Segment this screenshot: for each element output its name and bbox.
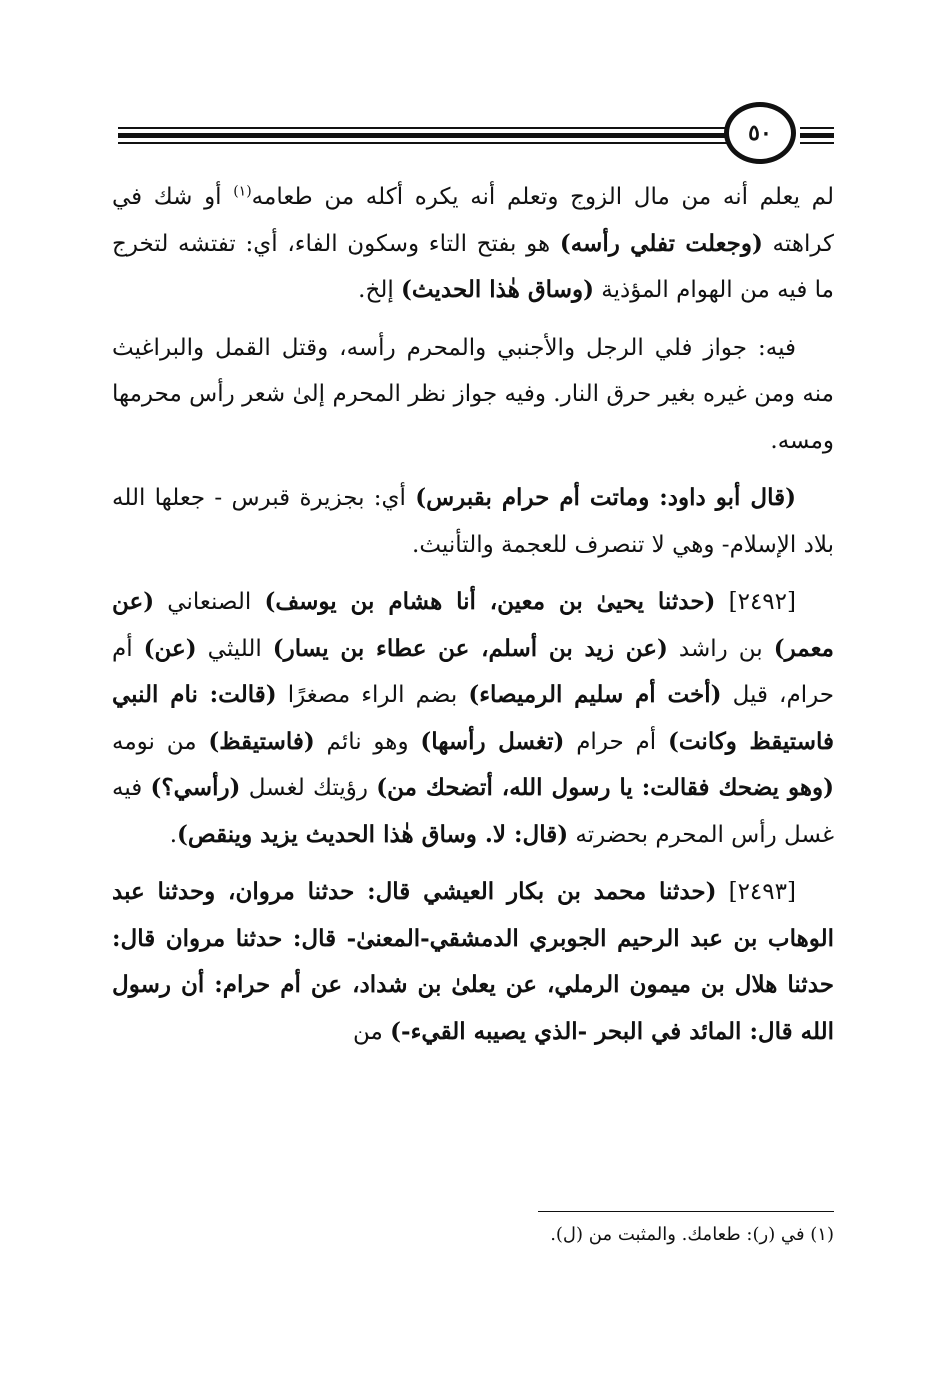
text-segment: أم حرام، قيل <box>112 635 834 708</box>
footnote: (١) في (ر): طعامك. والمثبت من (ل). <box>550 1224 834 1245</box>
page-number: ٥٠ <box>724 102 796 164</box>
text-segment: لم يعلم أنه من مال الزوج وتعلم أنه يكره أكله من طعامه <box>251 184 834 210</box>
bold-segment: (فاستيقظ) <box>208 727 315 755</box>
bold-segment: (وساق هٰذا الحديث) <box>401 276 594 303</box>
text-segment: أم حرام <box>564 728 668 755</box>
header-rule <box>800 127 834 129</box>
bold-segment: (عن معمر) <box>112 588 834 662</box>
text-segment: فيه غسل رأس المحرم بحضرته <box>112 775 834 848</box>
bold-segment: (عن زيد بن أسلم، عن عطاء بن يسار) <box>272 634 668 662</box>
text-segment: أو شك في كراهته <box>112 184 834 257</box>
bold-segment: (عن) <box>143 634 197 662</box>
bold-segment: (حدثنا يحيىٰ بن معين، أنا هشام بن يوسف) <box>264 588 716 615</box>
paragraph <box>112 325 834 465</box>
footnote-ref: (١) <box>233 183 252 200</box>
text-segment: وهو نائم <box>314 728 421 755</box>
text-segment: رؤيتك لغسل <box>240 775 377 801</box>
bold-segment: (رأسي؟) <box>150 774 241 801</box>
paragraph-gap <box>112 858 834 869</box>
footnote-divider <box>538 1211 834 1212</box>
page-header <box>118 100 834 170</box>
text-segment: الصنعاني <box>154 589 265 615</box>
bold-segment: (تغسل رأسها) <box>420 727 565 755</box>
paragraph-gap <box>112 314 834 325</box>
main-text <box>112 174 834 1055</box>
text-segment: إلخ. <box>358 277 402 303</box>
text-segment: بن راشد <box>667 635 774 662</box>
text-segment: أي: بجزيرة قبرس - جعلها الله بلاد الإسلام- وهي لا تنصرف للعجمة والتأنيث. <box>112 485 834 558</box>
text-segment: فيه: جواز فلي الرجل والأجنبي والمحرم رأسه، وقتل القمل والبراغيث منه ومن غيره بغير حرق النار. وفيه جواز نظر المحرم إلىٰ شعر رأس محرمها ومسه. <box>112 334 834 454</box>
paragraph <box>112 174 834 314</box>
text-segment: بضم الراء مصغرًا <box>276 682 469 708</box>
paragraph-gap <box>112 568 834 579</box>
bold-segment: (قالت: نام النبي فاستيقظ وكانت) <box>112 681 834 755</box>
paragraph <box>112 475 834 568</box>
text-segment: من نومه <box>112 728 209 755</box>
paragraph <box>112 579 834 858</box>
bold-segment: (قال: لا. وساق هٰذا الحديث يزيد وينقص) <box>177 820 569 848</box>
header-rule <box>118 133 730 138</box>
bold-segment: (وهو يضحك فقالت: يا رسول الله، أتضحك من) <box>376 774 834 801</box>
text-segment: [٢٤٩٣] <box>716 879 796 905</box>
text-segment: [٢٤٩٢] <box>715 589 796 615</box>
header-rule <box>118 127 730 129</box>
text-segment: الليثي <box>196 635 273 662</box>
bold-segment: (أخت أم سليم الرميصاء) <box>468 681 722 708</box>
text-segment: . <box>169 821 178 848</box>
text-segment: هو بفتح التاء وسكون الفاء، أي: تفتشه لتخرج ما فيه من الهوام المؤذية <box>112 230 834 303</box>
header-rule <box>800 133 834 138</box>
bold-segment: (قال أبو داود: وماتت أم حرام بقبرس) <box>415 484 796 511</box>
paragraph-gap <box>112 464 834 475</box>
paragraph <box>112 869 834 1055</box>
text-segment: من <box>353 1018 391 1045</box>
bold-segment: (وجعلت تفلي رأسه) <box>559 229 763 257</box>
bold-segment: (حدثنا محمد بن بكار العيشي قال: حدثنا مروان، وحدثنا عبد الوهاب بن عبد الرحيم الجوبري الدمشقي-المعنىٰ- قال: حدثنا مروان قال: حدثنا هلال بن ميمون الرملي، عن يعلىٰ بن شداد، عن أم حرام: أن رسول الله قال: المائد في البحر -الذي يصيبه القيء-) <box>112 878 834 1045</box>
header-rule <box>118 142 730 144</box>
header-rule <box>800 142 834 144</box>
